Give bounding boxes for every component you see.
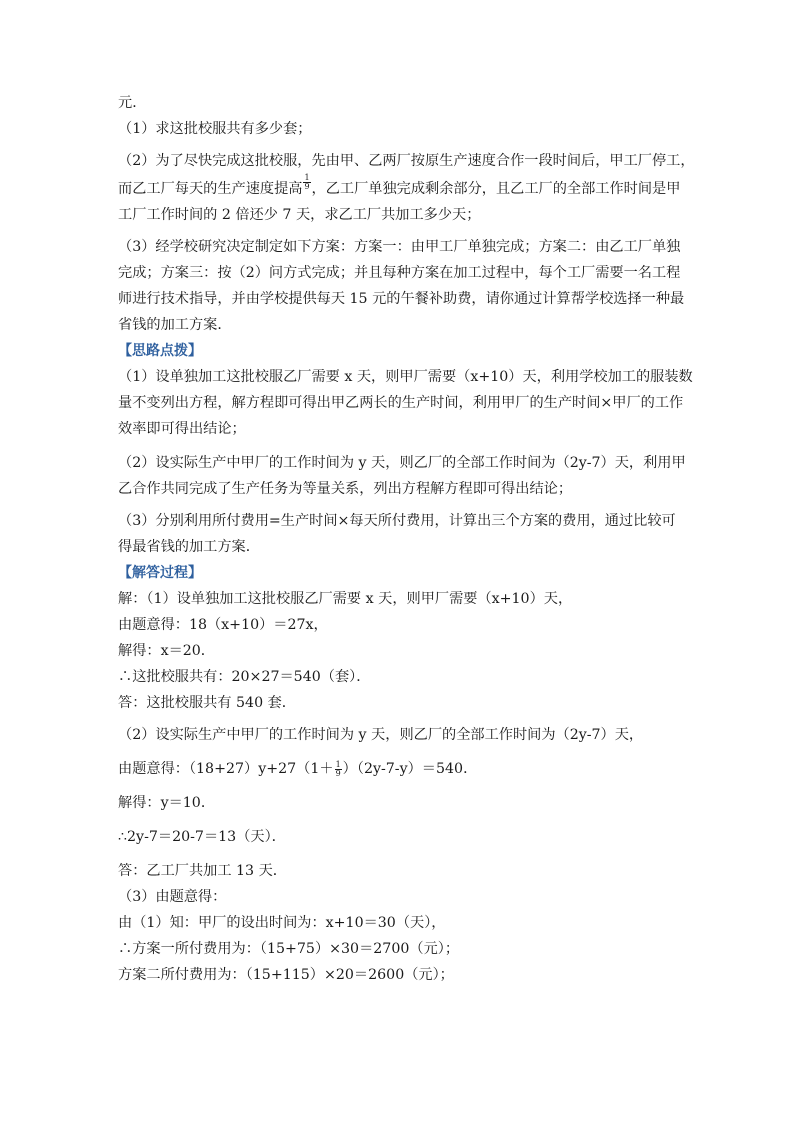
fraction-denominator: 9 xyxy=(335,768,341,778)
question-part-1: （1）求这批校服共有多少套； xyxy=(118,121,312,137)
text-line: 乙合作共同完成了生产任务为等量关系，列出方程解方程即可得出结论； xyxy=(118,481,573,497)
solution-line: 方案二所付费用为：（15+115）×20＝2600（元）； xyxy=(118,967,454,983)
solution-line: 由题意得：18（x+10）＝27x， xyxy=(118,617,328,633)
text-line: 师进行技术指导，并由学校提供每天 15 元的午餐补助费，请你通过计算帮学校选择一种最 xyxy=(118,291,685,307)
text-line: 完成；方案三：按（2）问方式完成；并且每种方案在加工过程中，每个工厂需要一名工程 xyxy=(118,265,681,281)
solution-line: 答：乙工厂共加工 13 天． xyxy=(118,863,287,879)
solution-line: （3）由题意得： xyxy=(118,889,227,905)
question-part-2: （2）为了尽快完成这批校服，先由甲、乙两厂按原生产速度合作一段时间后，甲工厂停工， xyxy=(118,153,695,169)
text-fragment: ，乙工厂单独完成剩余部分，且乙工厂的全部工作时间是甲 xyxy=(311,181,681,197)
fraction-denominator: 9 xyxy=(304,182,310,191)
text-line xyxy=(118,173,681,202)
fraction-numerator: 1 xyxy=(335,759,341,769)
solution-line: ∴2y-7＝20-7＝13（天）． xyxy=(118,829,286,845)
solution-line: 解：（1）设单独加工这批校服乙厂需要 x 天，则甲厂需要（x+10）天， xyxy=(118,591,573,607)
solution-line: ∴这批校服共有：20×27＝540（套）． xyxy=(118,669,371,685)
fraction-numerator: 1 xyxy=(304,173,310,182)
hint-part-3: （3）分别利用所付费用=生产时间×每天所付费用，计算出三个方案的费用，通过比较可 xyxy=(118,513,676,529)
solution-line: （2）设实际生产中甲厂的工作时间为 y 天，则乙厂的全部工作时间为（2y-7）天， xyxy=(118,727,644,743)
section-heading-hint: 【思路点拨】 xyxy=(118,343,202,359)
text-fragment: ）（2y-7-y）＝540． xyxy=(342,761,478,777)
text-line: 元． xyxy=(118,95,147,111)
fraction-one-ninth xyxy=(303,174,310,191)
section-heading-solution: 【解答过程】 xyxy=(118,565,202,581)
solution-line: 解得：x＝20． xyxy=(118,643,215,659)
solution-line: ∴方案一所付费用为：（15+75）×30＝2700（元）； xyxy=(118,941,460,957)
text-line: 省钱的加工方案． xyxy=(118,317,232,333)
document-body xyxy=(118,90,695,988)
text-line: 量不变列出方程，解方程即可得出甲乙两长的生产时间，利用甲厂的生产时间×甲厂的工作 xyxy=(118,395,684,411)
solution-line: 解得：y＝10． xyxy=(118,795,216,811)
hint-part-1: （1）设单独加工这批校服乙厂需要 x 天，则甲厂需要（x+10）天，利用学校加工的服装数 xyxy=(118,369,693,385)
text-line: 工厂工作时间的 2 倍还少 7 天，求乙工厂共加工多少天； xyxy=(118,207,481,223)
solution-line xyxy=(118,756,678,782)
question-part-3: （3）经学校研究决定制定如下方案：方案一：由甲工厂单独完成；方案二：由乙工厂单独 xyxy=(118,239,681,255)
text-fragment: 由题意得：（18+27）y+27（1＋ xyxy=(118,761,334,777)
solution-line: 由（1）知：甲厂的设出时间为：x+10＝30（天）， xyxy=(118,915,446,931)
fraction-one-ninth xyxy=(335,761,342,778)
text-line: 效率即可得出结论； xyxy=(118,421,246,437)
text-line: 得最省钱的加工方案． xyxy=(118,539,260,555)
hint-part-2: （2）设实际生产中甲厂的工作时间为 y 天，则乙厂的全部工作时间为（2y-7）天，利用甲 xyxy=(118,455,686,471)
solution-line: 答：这批校服共有 540 套． xyxy=(118,695,296,711)
text-fragment: 而乙工厂每天的生产速度提高 xyxy=(118,181,303,197)
